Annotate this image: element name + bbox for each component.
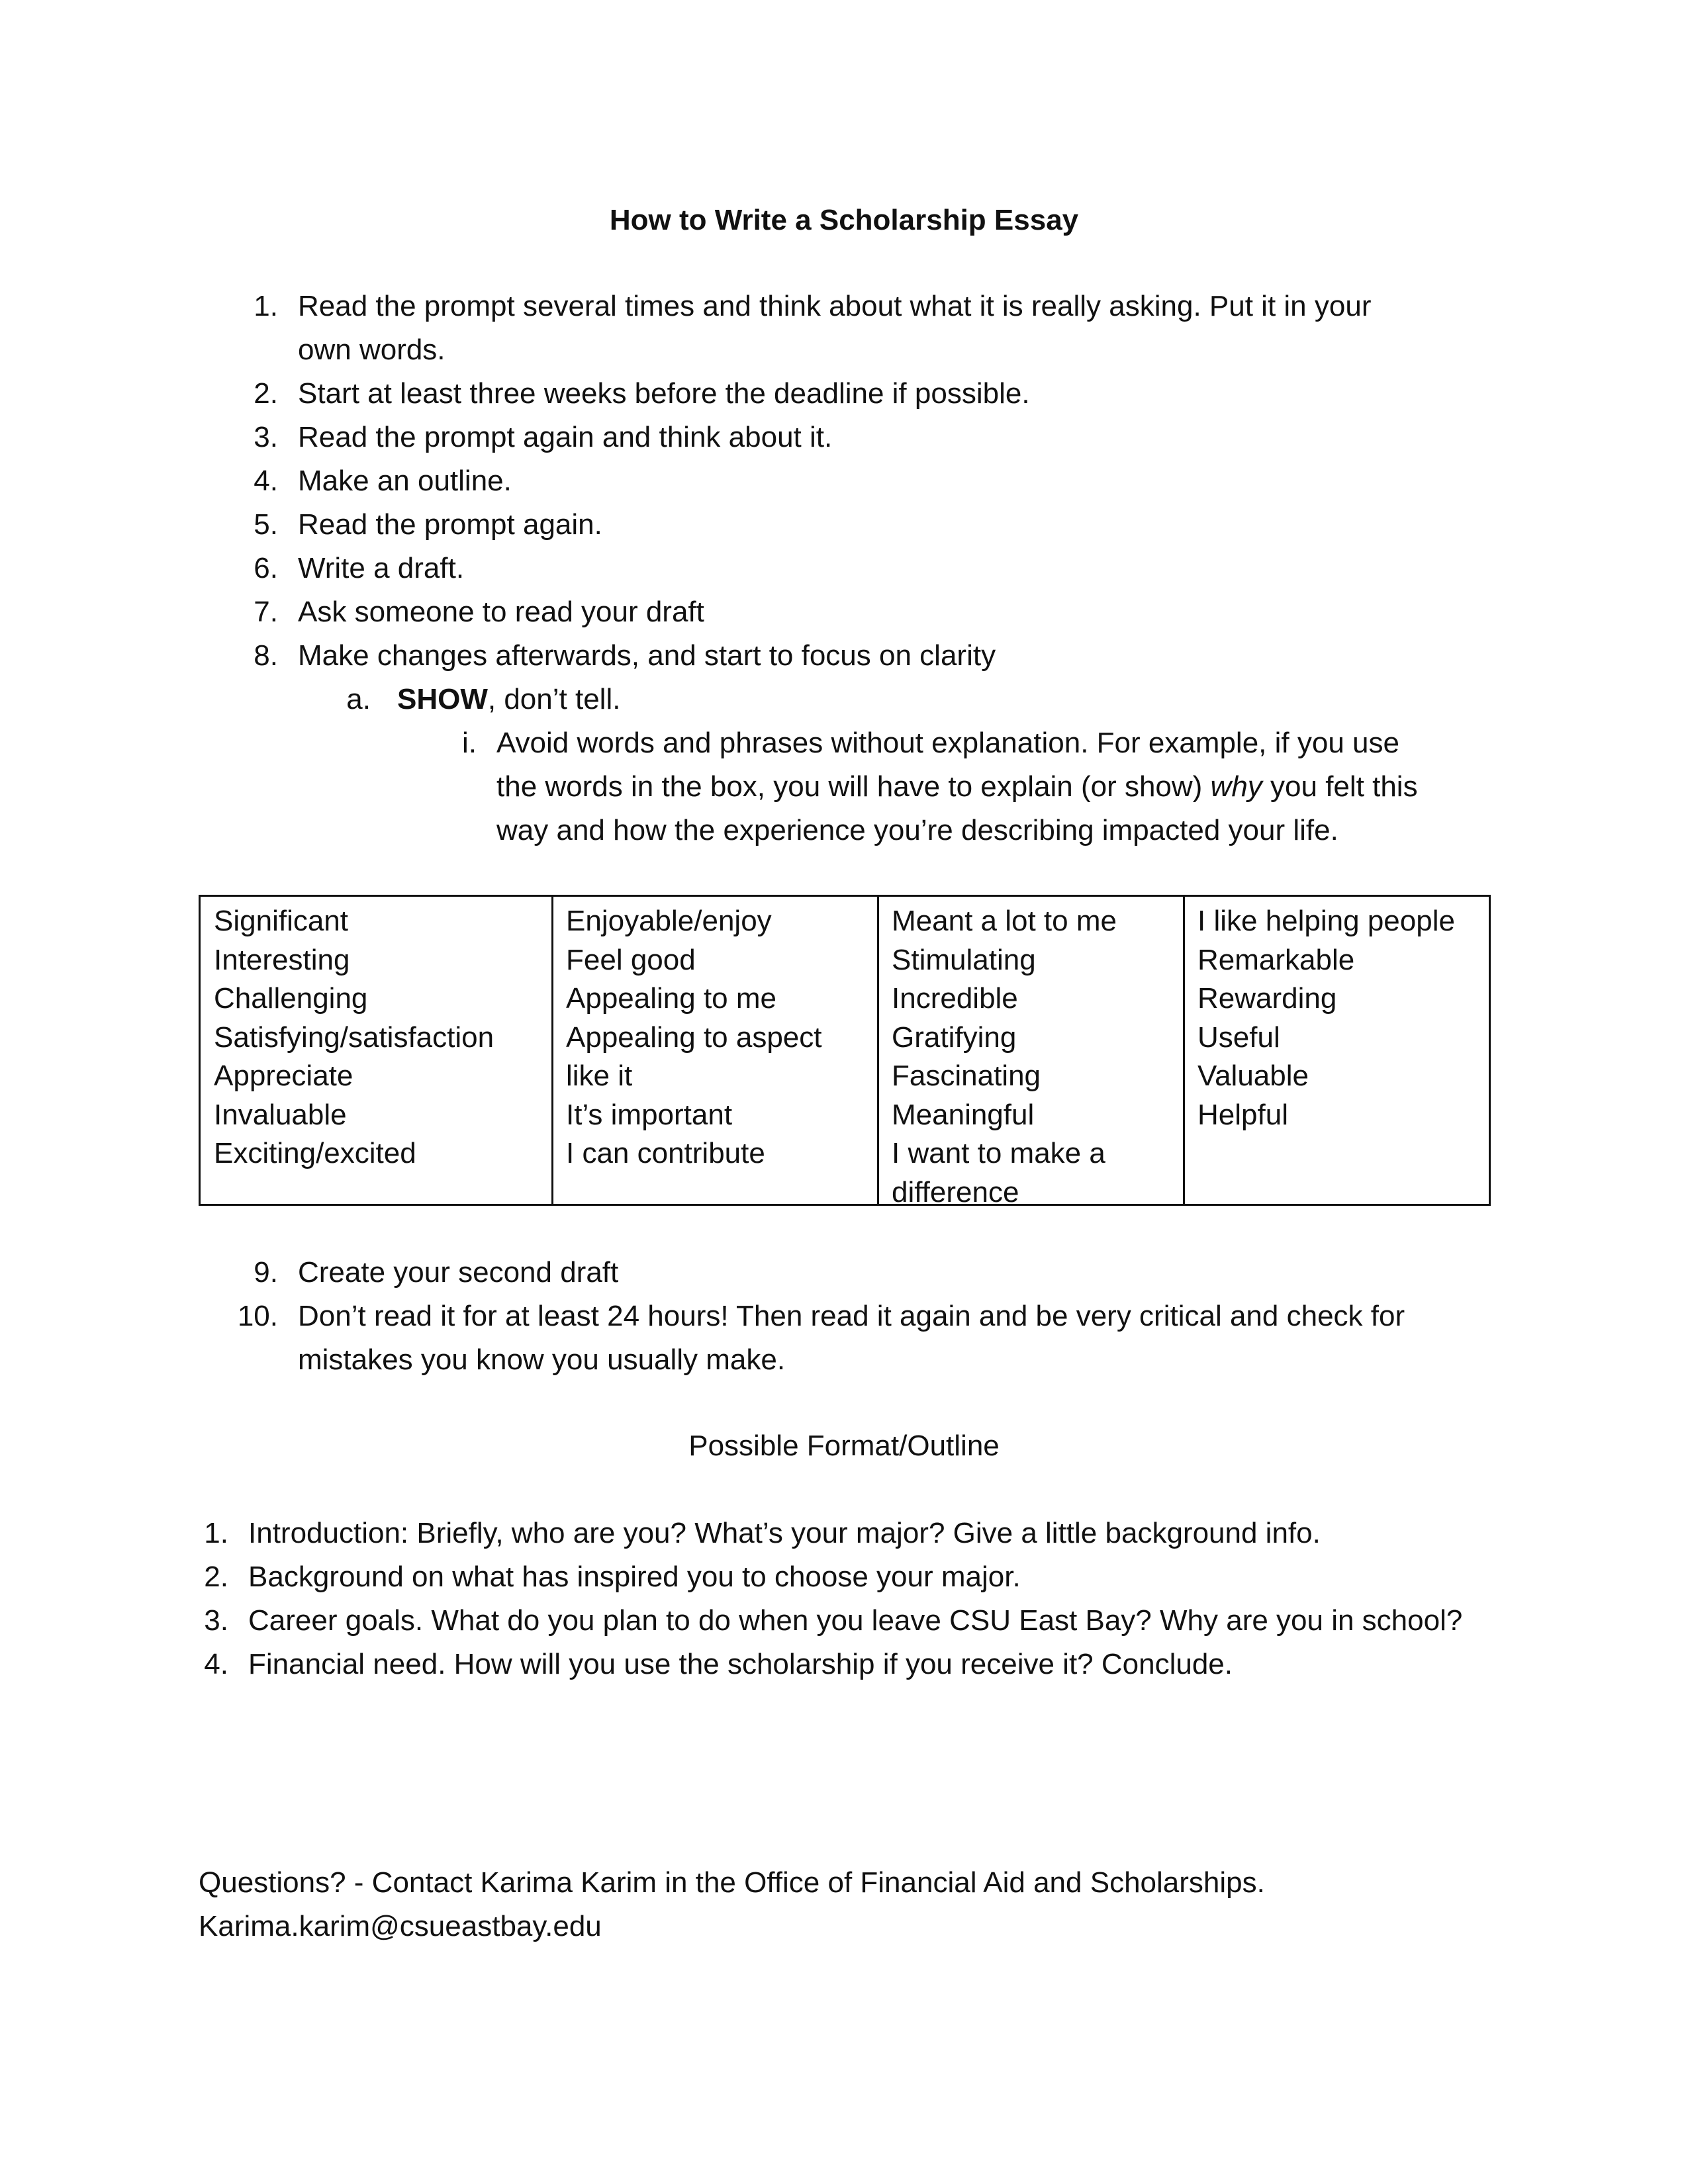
word-cell: I like helping people — [1197, 905, 1455, 937]
step-text: Read the prompt again. — [298, 508, 602, 541]
outline-heading: Possible Format/Outline — [688, 1430, 1000, 1462]
step-text: Start at least three weeks before the deadline if possible. — [298, 377, 1030, 410]
subsubstep-post: you felt this — [1262, 770, 1418, 803]
step-text: Write a draft. — [298, 552, 465, 584]
word-cell: Useful — [1197, 1021, 1280, 1054]
step-number: 5. — [254, 508, 278, 541]
word-cell: Meant a lot to me — [892, 905, 1117, 937]
step-number: 6. — [254, 552, 278, 584]
page-title: How to Write a Scholarship Essay — [609, 204, 1079, 236]
word-cell: Satisfying/satisfaction — [214, 1021, 494, 1054]
step-text: Make an outline. — [298, 465, 512, 497]
word-cell: Gratifying — [892, 1021, 1017, 1054]
word-cell: Remarkable — [1197, 943, 1355, 976]
subsubstep-numeral: i. — [462, 727, 477, 759]
outline-text: Introduction: Briefly, who are you? What’s your major? Give a little background info. — [248, 1517, 1321, 1549]
step-number: 9. — [254, 1256, 278, 1289]
word-cell: Rewarding — [1197, 982, 1337, 1015]
contact-email[interactable]: Karima.karim@csueastbay.edu — [199, 1910, 602, 1942]
word-column-1 — [214, 902, 494, 1173]
word-cell: Significant — [214, 905, 349, 937]
step-text: own words. — [298, 334, 445, 366]
subsubstep-text: way and how the experience you’re describing impacted your life. — [496, 814, 1338, 846]
word-cell: Stimulating — [892, 943, 1036, 976]
word-cell: Fascinating — [892, 1060, 1041, 1092]
step-number: 8. — [254, 639, 278, 672]
word-box-table — [199, 895, 1491, 1206]
subsubstep-pre: the words in the box, you will have to explain (or show) — [496, 770, 1211, 803]
substep-text — [397, 678, 620, 721]
word-cell: Exciting/excited — [214, 1137, 416, 1169]
step-number: 3. — [254, 421, 278, 453]
outline-number: 4. — [204, 1648, 228, 1680]
step-text: mistakes you know you usually make. — [298, 1343, 786, 1376]
outline-text: Career goals. What do you plan to do when you leave CSU East Bay? Why are you in school? — [248, 1604, 1463, 1637]
word-cell: Appealing to me — [566, 982, 776, 1015]
word-column-3 — [892, 902, 1117, 1212]
step-text: Read the prompt several times and think about what it is really asking. Put it in your — [298, 290, 1372, 322]
contact-line: Questions? - Contact Karima Karim in the Office of Financial Aid and Scholarships. — [199, 1866, 1265, 1899]
word-cell: Appreciate — [214, 1060, 353, 1092]
column-divider — [551, 897, 553, 1204]
word-cell: Helpful — [1197, 1098, 1288, 1131]
outline-text: Background on what has inspired you to choose your major. — [248, 1561, 1021, 1593]
outline-text: Financial need. How will you use the scholarship if you receive it? Conclude. — [248, 1648, 1233, 1680]
word-cell: Incredible — [892, 982, 1018, 1015]
subsubstep-text: Avoid words and phrases without explanation. For example, if you use — [496, 727, 1399, 759]
step-text: Don’t read it for at least 24 hours! Then read it again and be very critical and check for — [298, 1300, 1405, 1332]
subsubstep-text — [496, 765, 1418, 809]
word-cell: Invaluable — [214, 1098, 347, 1131]
substep-letter: a. — [346, 683, 371, 715]
word-cell: I can contribute — [566, 1137, 765, 1169]
word-cell: I want to make a — [892, 1137, 1105, 1169]
word-cell: Appealing to aspect — [566, 1021, 822, 1054]
word-cell: like it — [566, 1060, 633, 1092]
word-cell: It’s important — [566, 1098, 733, 1131]
word-cell: Challenging — [214, 982, 368, 1015]
step-number: 1. — [254, 290, 278, 322]
step-text: Make changes afterwards, and start to focus on clarity — [298, 639, 996, 672]
word-cell: Enjoyable/enjoy — [566, 905, 772, 937]
outline-number: 2. — [204, 1561, 228, 1593]
column-divider — [1183, 897, 1185, 1204]
word-cell: Feel good — [566, 943, 696, 976]
why-emphasis: why — [1210, 770, 1262, 803]
word-cell: Valuable — [1197, 1060, 1309, 1092]
word-cell: Meaningful — [892, 1098, 1035, 1131]
outline-number: 3. — [204, 1604, 228, 1637]
word-cell: difference — [892, 1175, 1019, 1208]
step-number: 2. — [254, 377, 278, 410]
word-column-4 — [1197, 902, 1455, 1134]
outline-number: 1. — [204, 1517, 228, 1549]
word-column-2 — [566, 902, 822, 1173]
substep-rest: , don’t tell. — [487, 683, 621, 715]
step-number: 4. — [254, 465, 278, 497]
step-text: Read the prompt again and think about it. — [298, 421, 833, 453]
step-number: 10. — [237, 1300, 278, 1332]
word-cell: Interesting — [214, 943, 350, 976]
show-emphasis: SHOW — [397, 683, 488, 715]
step-text: Ask someone to read your draft — [298, 596, 704, 628]
step-number: 7. — [254, 596, 278, 628]
step-text: Create your second draft — [298, 1256, 619, 1289]
column-divider — [877, 897, 879, 1204]
